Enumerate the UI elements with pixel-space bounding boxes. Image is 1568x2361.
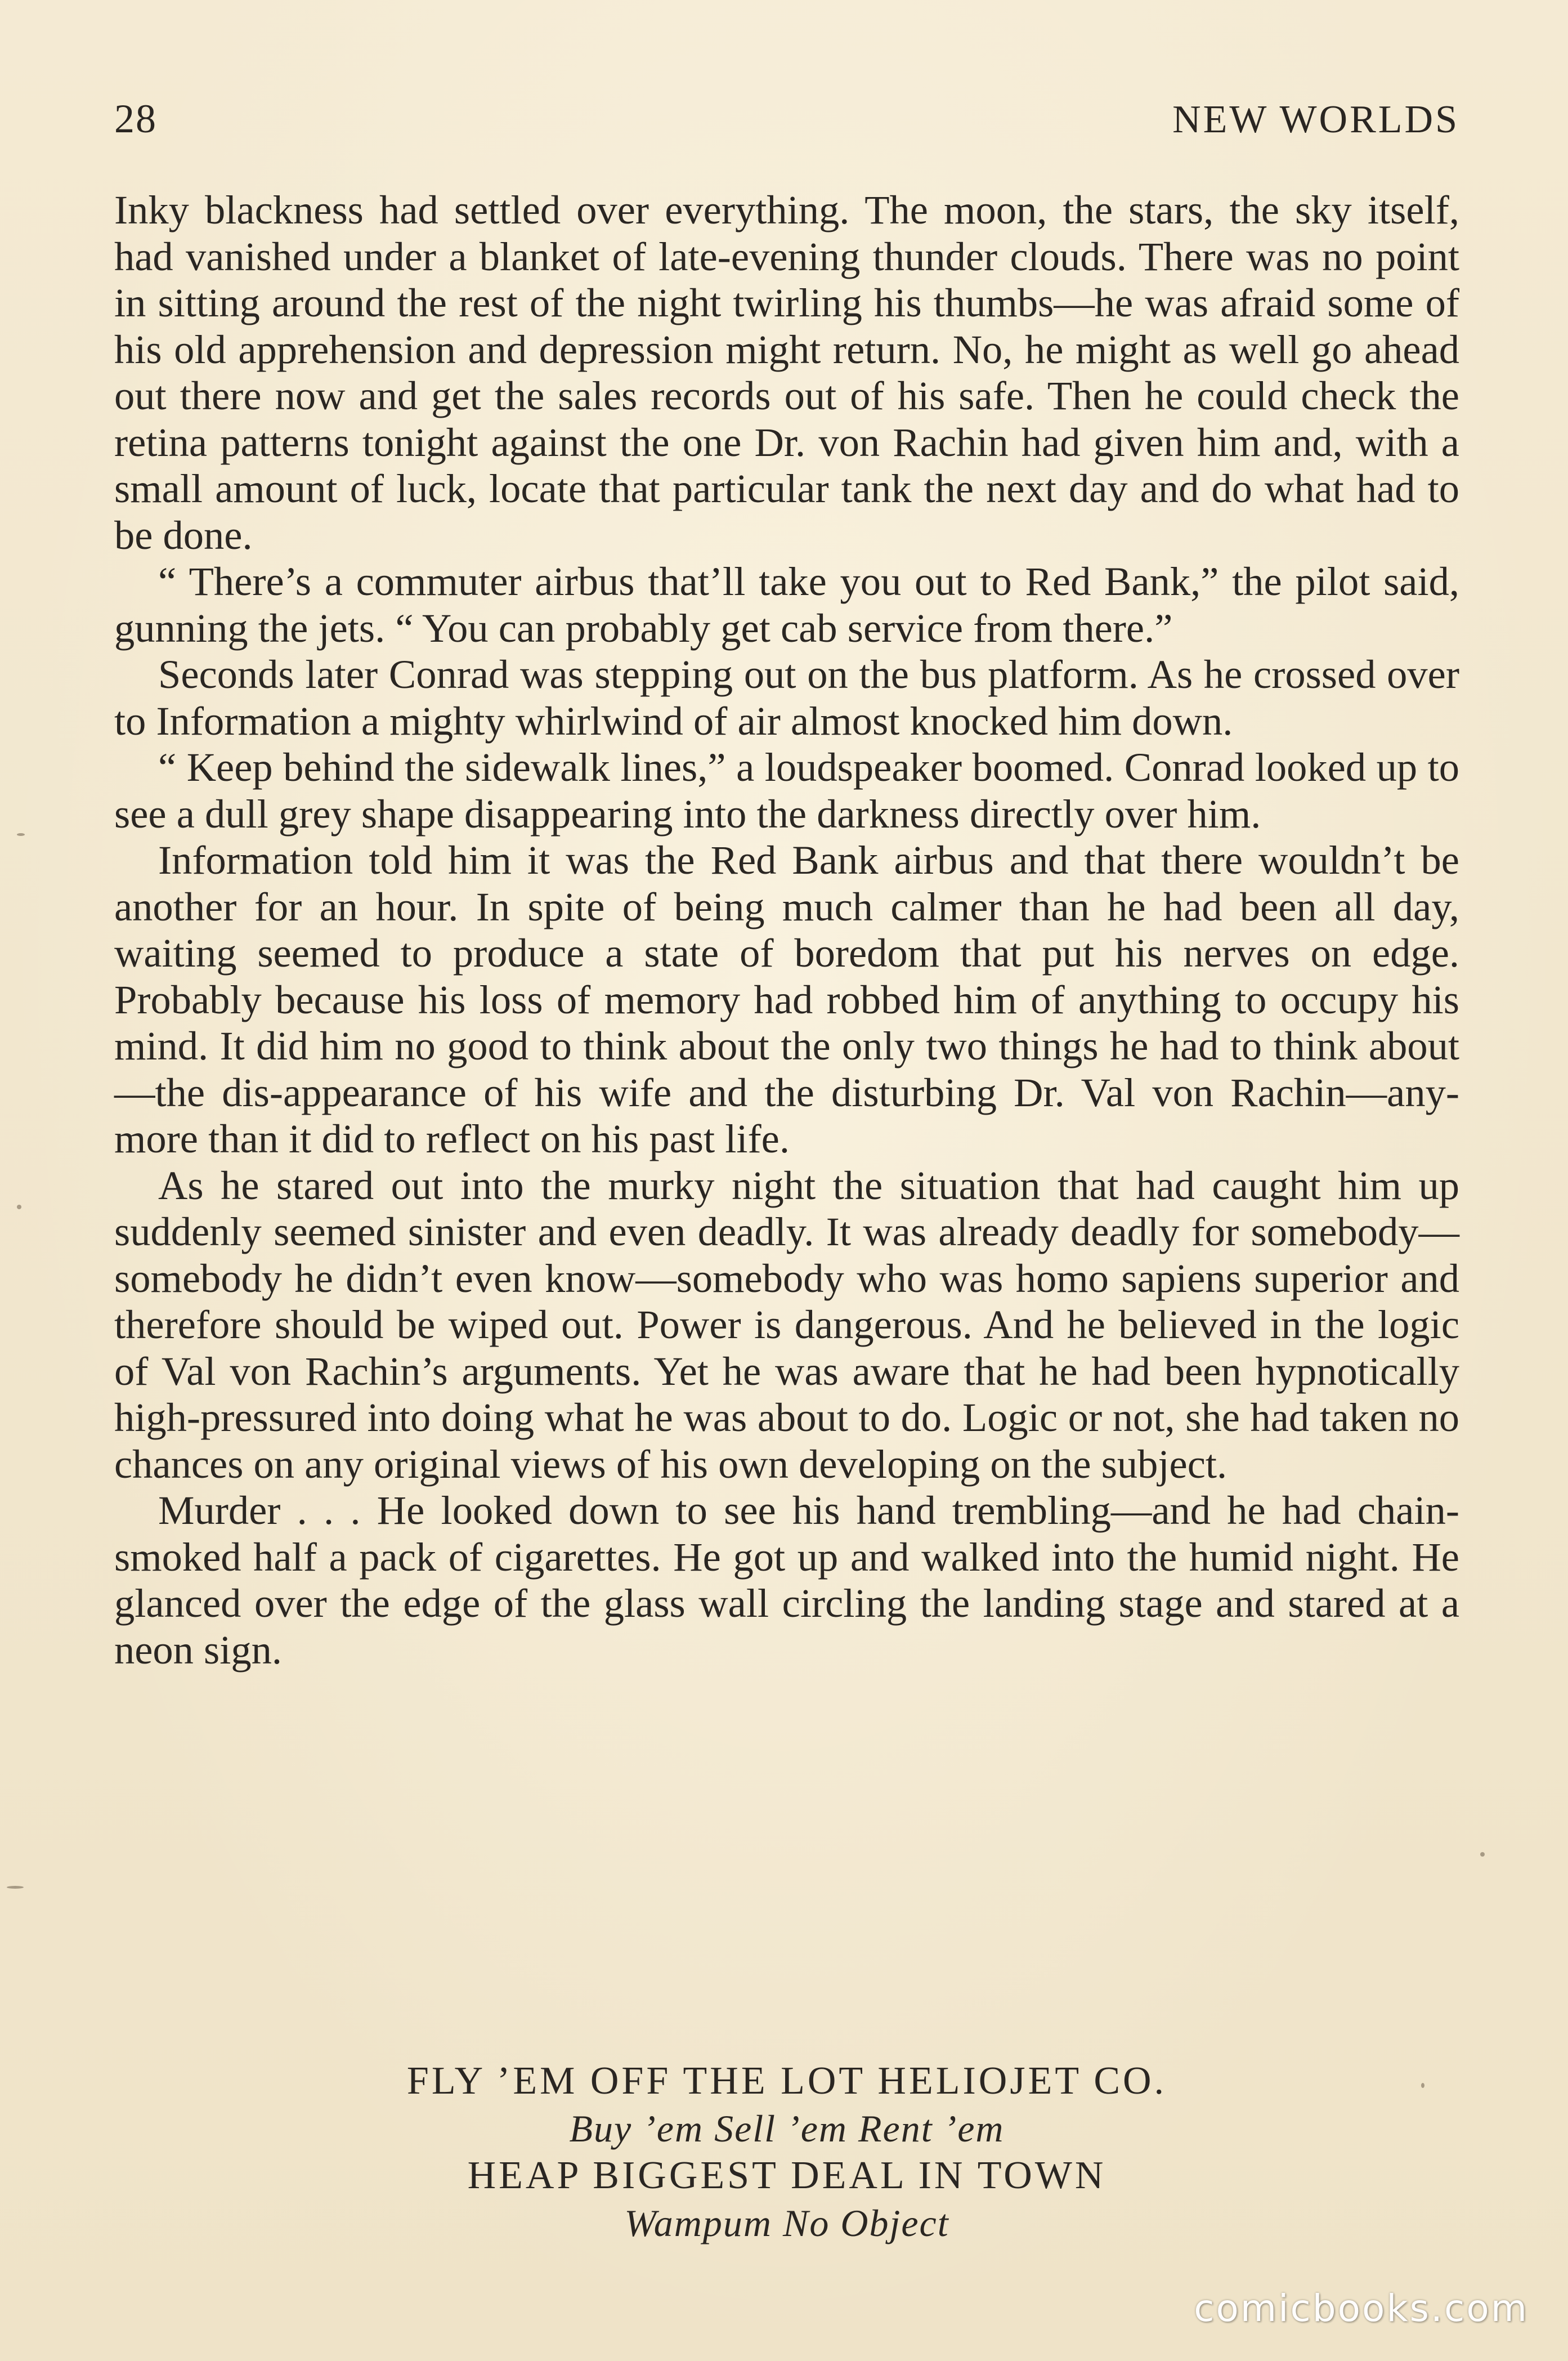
paragraph: “ There’s a commuter airbus that’ll take you out to Red Bank,” the pilot said, gunning the jets. “ You can probably get cab service from there.” [114, 558, 1459, 651]
paragraph: “ Keep behind the sidewalk lines,” a loudspeaker boomed. Conrad looked up to see a dull grey shape disappearing into the darkness directly over him. [114, 744, 1459, 837]
print-speck [1421, 2083, 1424, 2088]
running-title: NEW WORLDS [1172, 98, 1459, 141]
print-speck [1480, 1852, 1485, 1857]
paragraph: As he stared out into the murky night the situation that had caught him up suddenly seemed sinister and even deadly. It was already deadly for somebody—somebody he didn’t even know—somebody who was homo sapiens superior and therefore should be wiped out. Power is dangerous. And he believed in the logic of Val von Rachin’s arguments. Yet he was aware that he had been hypnotically high-pressured into doing what he was about to do. Logic or not, she had taken no chances on any original views of his own developing on the subject. [114, 1162, 1459, 1487]
paragraph: Murder . . . He looked down to see his hand trembling—and he had chain-smoked half a pack of cigarettes. He got up and walked into the humid night. He glanced over the edge of the glass wall circling the landing stage and stared at a neon sign. [114, 1487, 1459, 1673]
print-speck [17, 1205, 21, 1209]
paragraph: Inky blackness had settled over everything. The moon, the stars, the sky itself, had vanished under a blanket of late-evening thunder clouds. There was no point in sitting around the rest of the night twirling his thumbs—he was afraid some of his old apprehension and depression might return. No, he might as well go ahead out there now and get the sales records out of his safe. Then he could check the retina patterns tonight against the one Dr. von Rachin had given him and, with a small amount of luck, locate that particular tank the next day and do what had to be done. [114, 187, 1459, 558]
print-speck [7, 1886, 24, 1889]
neon-sign-text [114, 2058, 1459, 2247]
page-header [114, 96, 1459, 146]
watermark-logo: comicbooks.com [1194, 2287, 1529, 2330]
page-number: 28 [114, 96, 157, 141]
sign-line-deal: HEAP BIGGEST DEAL IN TOWN [467, 2154, 1106, 2197]
story-text [114, 187, 1459, 1673]
sign-line-tagline: Wampum No Object [624, 2202, 949, 2244]
paragraph: Information told him it was the Red Bank airbus and that there wouldn’t be another for an hour. In spite of being much calmer than he had been all day, waiting seemed to produce a state of boredom that put his nerves on edge. Probably because his loss of memory had robbed him of anything to occupy his mind. It did him no good to think about the only two things he had to think about—the dis-appearance of his wife and the disturbing Dr. Val von Rachin—any-more than it did to reflect on his past life. [114, 837, 1459, 1161]
paragraph: Seconds later Conrad was stepping out on the bus platform. As he crossed over to Information a mighty whirlwind of air almost knocked him down. [114, 651, 1459, 744]
sign-line-slogan: Buy ’em Sell ’em Rent ’em [569, 2107, 1005, 2150]
sign-line-company: FLY ’EM OFF THE LOT HELIOJET CO. [406, 2059, 1167, 2103]
print-speck [17, 833, 25, 836]
